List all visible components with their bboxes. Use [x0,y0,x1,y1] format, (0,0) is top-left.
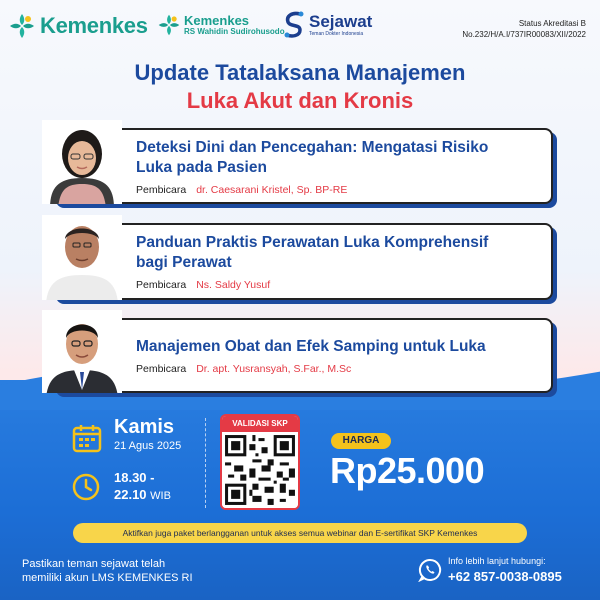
session-title: Deteksi Dini dan Pencegahan: Mengatasi Risiko Luka pada Pasien [136,139,489,176]
speaker-label: Pembicara [136,363,187,375]
session-title: Manajemen Obat dan Efek Samping untuk Luka [136,338,486,355]
speaker-name: Dr. apt. Yusransyah, S.Far., M.Sc [196,363,352,375]
speaker-line [136,184,347,196]
event-time-end: 22.10 WIB [114,487,171,502]
speaker-label: Pembicara [136,184,187,196]
whatsapp-icon[interactable] [418,558,442,582]
accreditation-status [462,18,586,40]
speaker-line [136,279,270,291]
kemenkes-logo [8,12,148,40]
clock-icon [72,473,100,501]
kemenkes-logo-icon [8,12,36,40]
kemenkes-logo-icon [157,12,181,38]
speaker-label: Pembicara [136,279,187,291]
event-time-start: 18.30 - [114,470,155,485]
divider [205,418,206,508]
rs-wahidin-logo [157,12,285,38]
speaker-photo [42,120,122,204]
timezone: WIB [150,490,171,502]
sejawat-logo-icon [282,10,306,40]
subscription-banner: Aktifkan juga paket berlangganan untuk akses semua webinar dan E-sertifikat SKP Kemenkes [73,523,527,543]
sejawat-logo-text: Sejawat [309,11,373,31]
speaker-photo [42,215,122,300]
sejawat-logo [282,10,372,40]
session-card [52,128,553,204]
session-card [52,318,553,393]
speaker-name: dr. Caesarani Kristel, Sp. BP-RE [196,184,348,196]
price-label: HARGA [331,433,391,449]
contact-phone[interactable]: +62 857-0038-0895 [448,569,562,584]
accreditation-line1: Status Akreditasi B [518,19,586,28]
event-date: 21 Agus 2025 [114,440,182,452]
accreditation-number: No.232/H/A.I/737IR00083/XII/2022 [462,30,586,39]
kemenkes-logo-text: Kemenkes [40,13,148,38]
main-subtitle: Luka Akut dan Kronis [186,88,414,113]
speaker-name: Ns. Saldy Yusuf [196,279,271,291]
session-title: Panduan Praktis Perawatan Luka Komprehensif bagi Perawat [136,234,489,271]
speaker-photo [42,310,122,393]
session-card [52,223,553,300]
validation-label: VALIDASI SKP [222,416,298,432]
speaker-line [136,363,351,375]
main-title: Update Tatalaksana Manajemen [134,60,466,85]
rs-logo-line2: RS Wahidin Sudirohusodo [184,26,285,36]
lms-reminder: Pastikan teman sejawat telah memiliki akun LMS KEMENKES RI [22,558,193,584]
header [0,8,600,46]
calendar-icon [72,423,102,453]
price-value: Rp25.000 [330,450,485,491]
event-day: Kamis [114,416,175,438]
qr-code-icon[interactable] [222,432,298,508]
skp-validation-qr[interactable] [220,414,300,510]
rs-logo-line1: Kemenkes [184,12,250,28]
sejawat-tagline: Teman Dokter Indonesia [309,30,364,37]
contact-label: Info lebih lanjut hubungi: [448,556,546,566]
